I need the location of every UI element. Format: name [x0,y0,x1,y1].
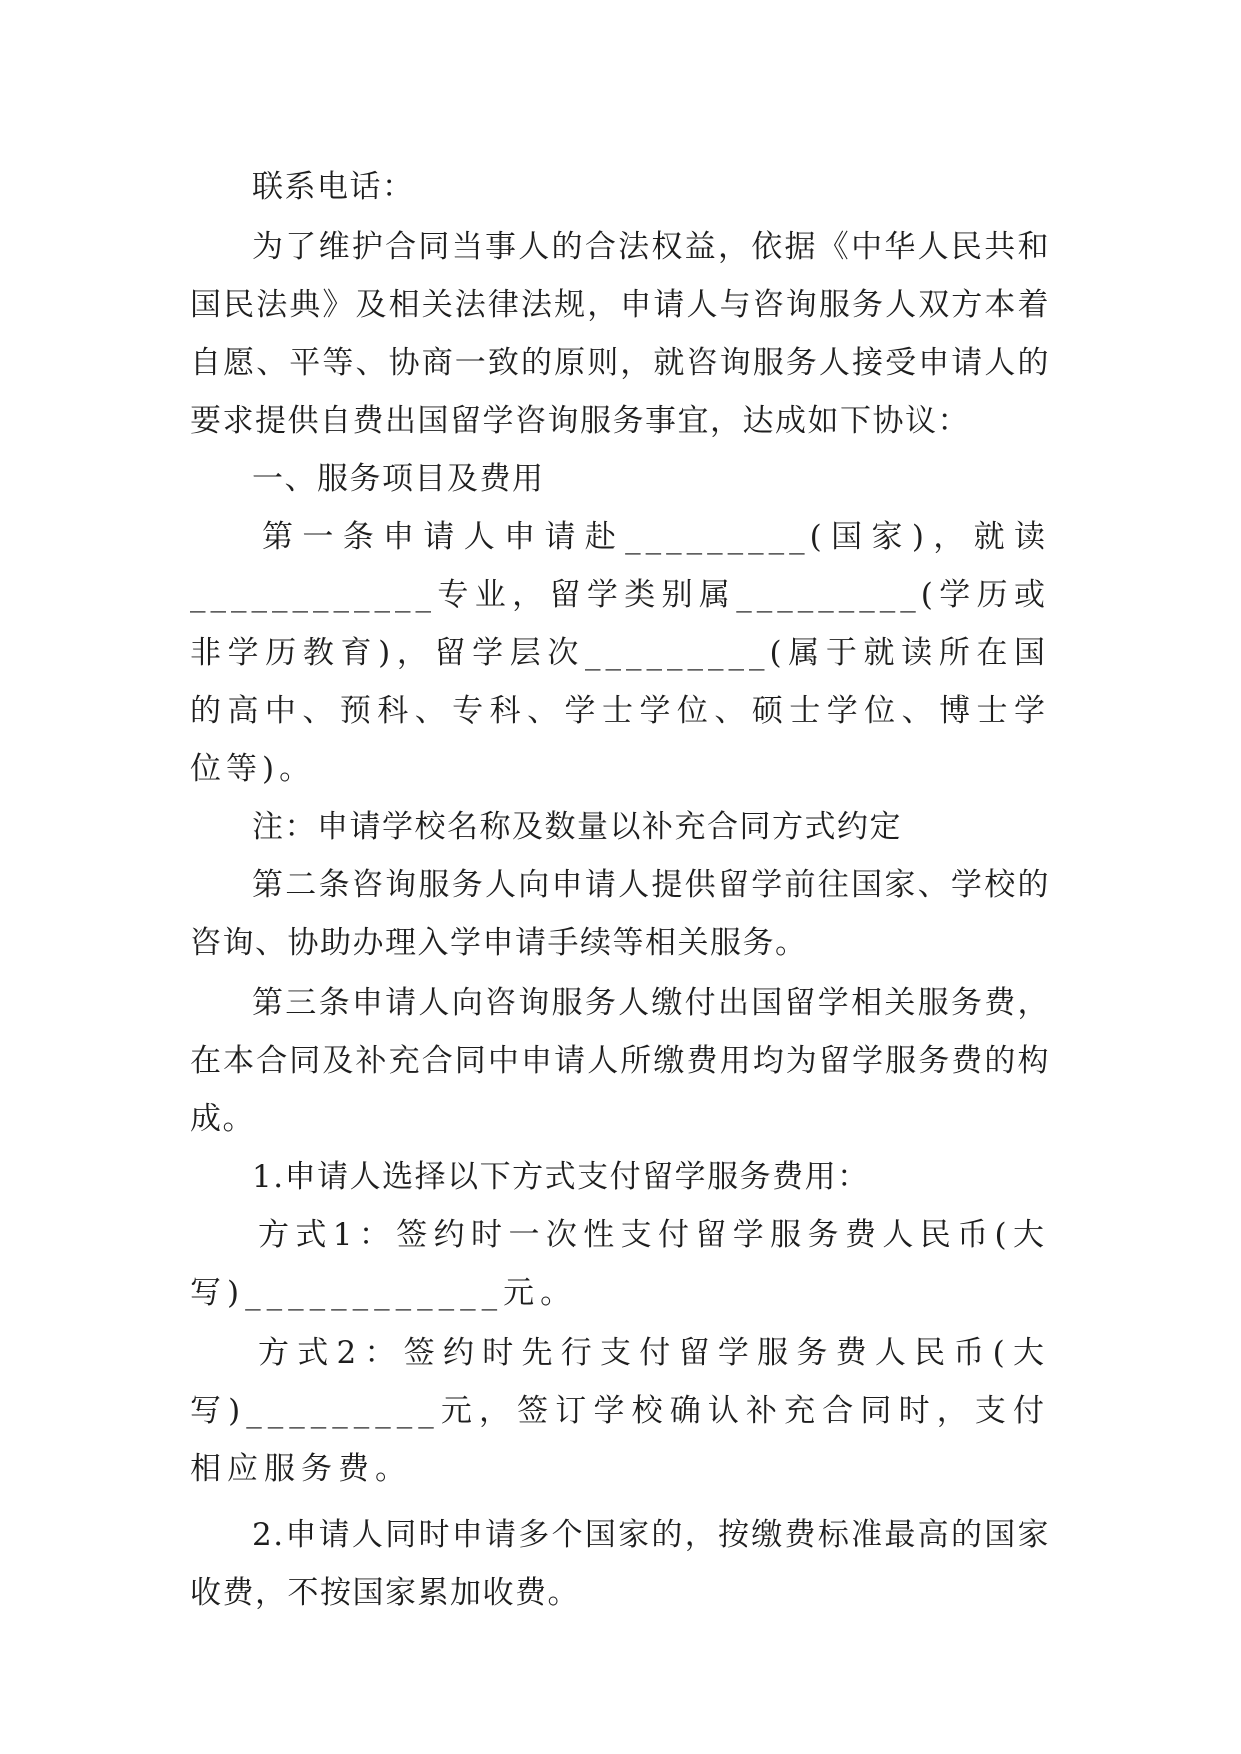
document-body [190,158,1050,1622]
payment-option-2: 方式2：签约时先行支付留学服务费人民币(大写)_________元，签订学校确认补充合同时，支付相应服务费。 [190,1335,1050,1487]
preamble-paragraph: 为了维护合同当事人的合法权益，依据《中华人民共和国民法典》及相关法律法规，申请人与咨询服务人双方本着自愿、平等、协商一致的原则，就咨询服务人接受申请人的要求提供自费出国留学咨询服务事宜，达成如下协议： [190,229,1050,439]
multi-country-fee-rule: 2.申请人同时申请多个国家的，按缴费标准最高的国家收费，不按国家累加收费。 [190,1517,1050,1611]
article-2-paragraph: 第二条咨询服务人向申请人提供留学前往国家、学校的咨询、协助办理入学申请手续等相关服务。 [190,867,1050,961]
contact-phone-line: 联系电话： [252,169,415,205]
payment-method-intro: 1.申请人选择以下方式支付留学服务费用： [252,1159,870,1195]
article-3-paragraph: 第三条申请人向咨询服务人缴付出国留学相关服务费，在本合同及补充合同中申请人所缴费用均为留学服务费的构成。 [190,985,1050,1137]
section-heading: 一、服务项目及费用 [252,461,545,497]
note-paragraph: 注：申请学校名称及数量以补充合同方式约定 [252,809,902,845]
article-1-paragraph: 第一条申请人申请赴_________(国家)，就读____________专业，留学类别属_________(学历或非学历教育)，留学层次_________(属于就读所在国的高中、预科、专科、学士学位、硕士学位、博士学位等)。 [190,519,1050,787]
payment-option-1: 方式1：签约时一次性支付留学服务费人民币(大写)____________元。 [190,1217,1050,1311]
